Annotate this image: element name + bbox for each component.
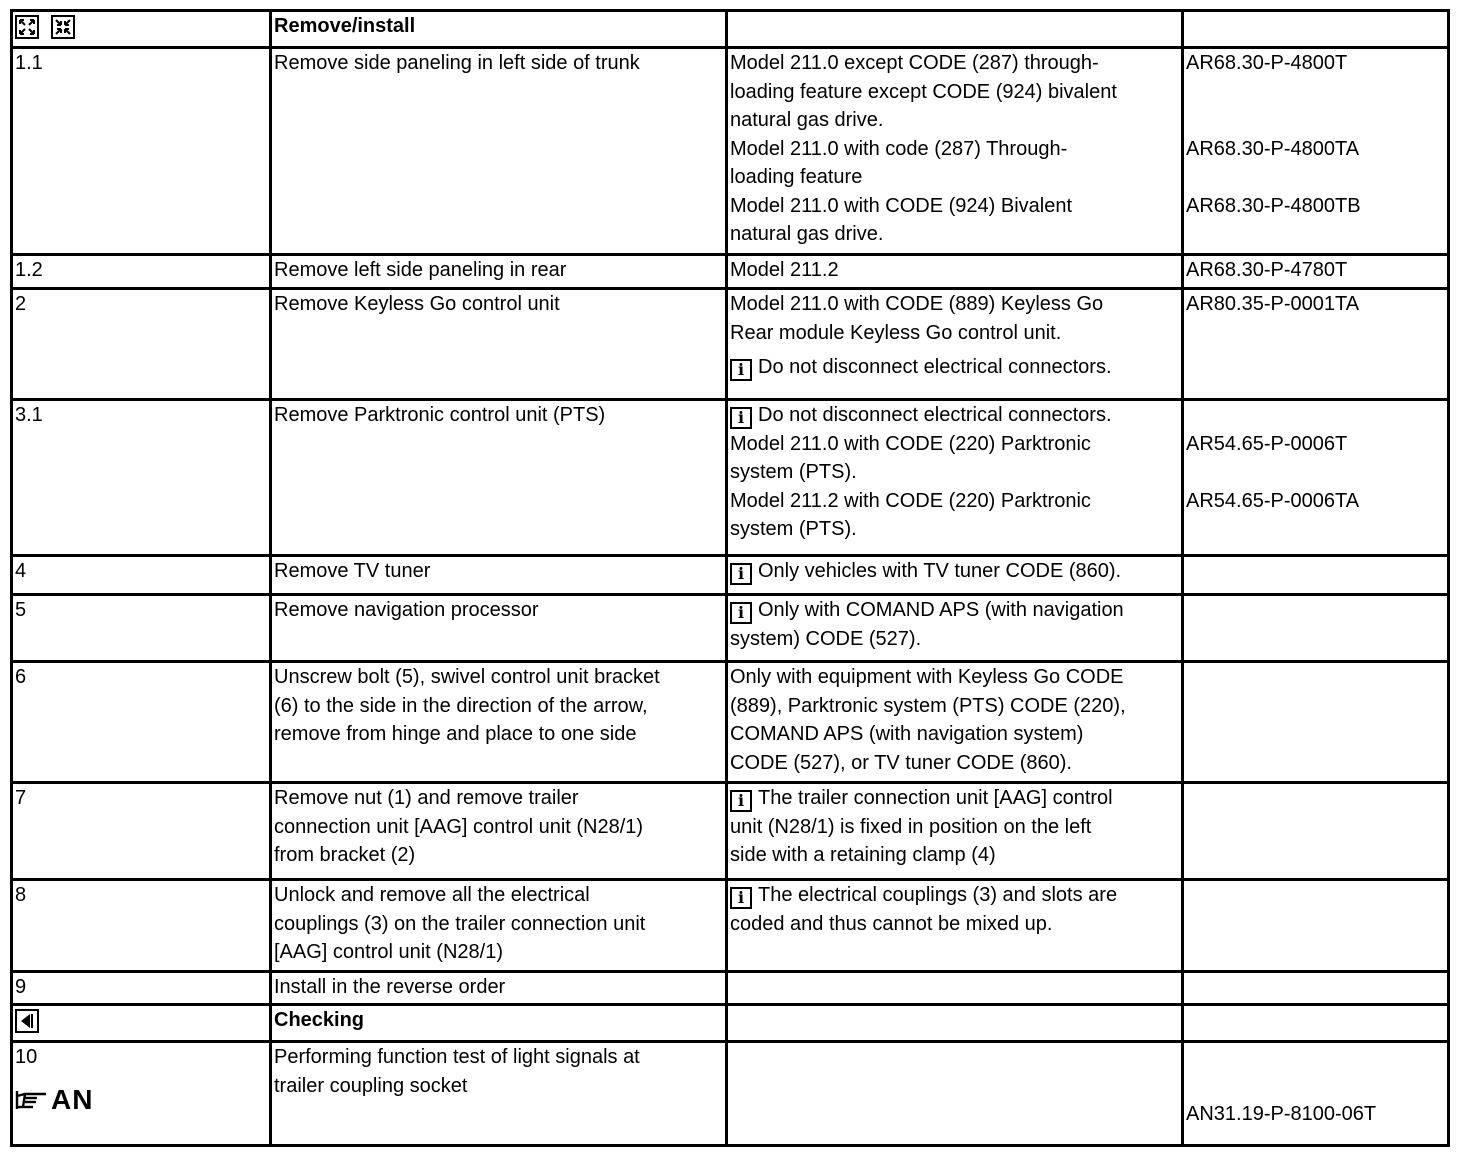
info-icon: i xyxy=(730,563,752,585)
step-conditions: i The trailer connection unit [AAG] control unit (N28/1) is fixed in position on the left side with a retaining clamp (4) xyxy=(727,783,1183,880)
info-icon: i xyxy=(730,790,752,812)
step-conditions: Only with equipment with Keyless Go CODE (889), Parktronic system (PTS) CODE (220), COMAND APS (with navigation system) CODE (527), or TV tuner CODE (860). xyxy=(727,662,1183,783)
step-action: Remove Parktronic control unit (PTS) xyxy=(271,400,727,556)
step-action: Remove left side paneling in rear xyxy=(271,255,727,289)
step-conditions: i Do not disconnect electrical connectors. Model 211.0 with CODE (220) Parktronic system (PTS). Model 211.2 with CODE (220) Parktronic system (PTS). xyxy=(727,400,1183,556)
step-conditions: Model 211.0 except CODE (287) through- loading feature except CODE (924) bivalent natural gas drive. Model 211.0 with code (287) Through- loading feature Model 211.0 with CODE (924) Bivalent natural gas drive. xyxy=(727,48,1183,255)
table-row xyxy=(12,595,1449,662)
step-number: 2 xyxy=(12,289,271,400)
empty-cell xyxy=(1183,1005,1449,1042)
section-header-remove-install xyxy=(12,11,1449,48)
step-action: Remove navigation processor xyxy=(271,595,727,662)
reference-link[interactable]: AR54.65-P-0006TA xyxy=(1186,489,1360,512)
empty-cell xyxy=(1183,880,1449,972)
info-icon: i xyxy=(730,887,752,909)
info-icon: i xyxy=(730,602,752,624)
step-number: 6 xyxy=(12,662,271,783)
step-number: 4 xyxy=(12,556,271,595)
empty-cell xyxy=(1183,556,1449,595)
step-number: 9 xyxy=(12,972,271,1005)
table-row xyxy=(12,972,1449,1005)
header-icons-cell xyxy=(12,11,271,48)
empty-cell xyxy=(727,11,1183,48)
info-note: The electrical couplings (3) and slots are xyxy=(758,884,1118,906)
step-conditions: Model 211.0 with CODE (889) Keyless Go Rear module Keyless Go control unit. i Do not disconnect electrical connectors. xyxy=(727,289,1183,400)
info-note: Do not disconnect electrical connectors. xyxy=(758,356,1112,378)
table-row xyxy=(12,289,1449,400)
step-number: 1.1 xyxy=(12,48,271,255)
step-number: 10 xyxy=(15,1046,38,1068)
table-row xyxy=(12,48,1449,255)
table-row xyxy=(12,1042,1449,1146)
empty-cell xyxy=(727,972,1183,1005)
step-number: 8 xyxy=(12,880,271,972)
table-row xyxy=(12,255,1449,289)
empty-cell xyxy=(1183,972,1449,1005)
step-number: 5 xyxy=(12,595,271,662)
reference-link[interactable]: AR54.65-P-0006T xyxy=(1186,432,1348,455)
step-references xyxy=(1183,48,1449,255)
step-conditions: Model 211.2 xyxy=(727,255,1183,289)
empty-cell xyxy=(727,1042,1183,1146)
reference-link[interactable]: AR68.30-P-4780T xyxy=(1183,255,1449,289)
table-row xyxy=(12,400,1449,556)
step-action: Remove nut (1) and remove trailer connection unit [AAG] control unit (N28/1) from bracket (2) xyxy=(271,783,727,880)
table-row xyxy=(12,783,1449,880)
step-action: Remove side paneling in left side of trunk xyxy=(271,48,727,255)
section-header-checking xyxy=(12,1005,1449,1042)
step-conditions: i The electrical couplings (3) and slots are coded and thus cannot be mixed up. xyxy=(727,880,1183,972)
reference-link[interactable]: AR68.30-P-4800TA xyxy=(1186,137,1360,160)
step-conditions xyxy=(727,556,1183,595)
section-title: Checking xyxy=(271,1005,727,1042)
info-note: Only with COMAND APS (with navigation xyxy=(758,599,1124,621)
collapse-icon[interactable] xyxy=(51,15,75,39)
step-action: Remove Keyless Go control unit xyxy=(271,289,727,400)
step-action: Unlock and remove all the electrical couplings (3) on the trailer connection unit [AAG] control unit (N28/1) xyxy=(271,880,727,972)
table-row xyxy=(12,662,1449,783)
section-title: Remove/install xyxy=(271,11,727,48)
info-note: Only vehicles with TV tuner CODE (860). xyxy=(758,560,1122,582)
empty-cell xyxy=(1183,783,1449,880)
empty-cell xyxy=(1183,662,1449,783)
an-marker[interactable] xyxy=(15,1083,94,1115)
step-references xyxy=(1183,1042,1449,1146)
info-note: Do not disconnect electrical connectors. xyxy=(758,404,1112,426)
step-action: Install in the reverse order xyxy=(271,972,727,1005)
expand-icon[interactable] xyxy=(15,15,39,39)
table-row xyxy=(12,556,1449,595)
step-conditions: i Only with COMAND APS (with navigation system) CODE (527). xyxy=(727,595,1183,662)
empty-cell xyxy=(1183,595,1449,662)
info-icon: i xyxy=(730,359,752,381)
pointing-hand-icon xyxy=(15,1088,49,1112)
step-number-cell xyxy=(12,1042,271,1146)
reference-link[interactable]: AR68.30-P-4800TB xyxy=(1186,194,1361,217)
step-references xyxy=(1183,400,1449,556)
header-icons-cell xyxy=(12,1005,271,1042)
reference-link[interactable]: AR68.30-P-4800T xyxy=(1186,52,1348,74)
step-number: 1.2 xyxy=(12,255,271,289)
reference-link[interactable]: AN31.19-P-8100-06T xyxy=(1186,1103,1377,1125)
an-label: AN xyxy=(51,1083,94,1115)
empty-cell xyxy=(1183,11,1449,48)
reference-link[interactable]: AR80.35-P-0001TA xyxy=(1183,289,1449,400)
back-arrow-icon[interactable] xyxy=(15,1009,39,1033)
step-number: 3.1 xyxy=(12,400,271,556)
step-number: 7 xyxy=(12,783,271,880)
step-action: Remove TV tuner xyxy=(271,556,727,595)
info-note: The trailer connection unit [AAG] control xyxy=(758,787,1113,809)
info-icon: i xyxy=(730,407,752,429)
empty-cell xyxy=(727,1005,1183,1042)
table-row xyxy=(12,880,1449,972)
step-action: Performing function test of light signals at trailer coupling socket xyxy=(271,1042,727,1146)
step-action: Unscrew bolt (5), swivel control unit bracket (6) to the side in the direction of the arrow, remove from hinge and place to one side xyxy=(271,662,727,783)
procedure-table xyxy=(10,9,1450,1147)
